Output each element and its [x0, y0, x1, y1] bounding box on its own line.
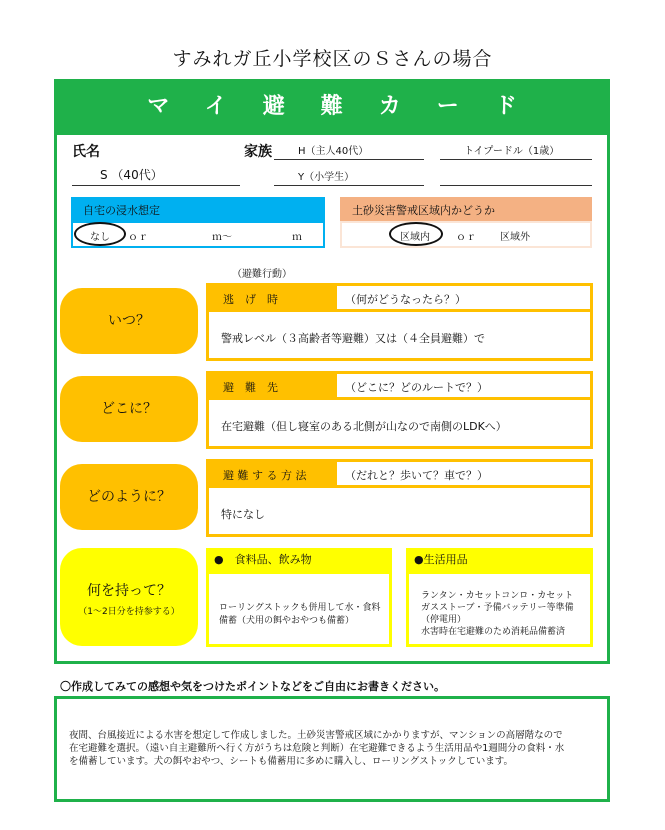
flood-none: なし: [90, 232, 110, 243]
family-member-1: H（主人40代）: [274, 140, 424, 160]
goods-line: ガスストーブ・予備バッテリー等準備: [421, 603, 574, 613]
flood-depth-from: ｍ～: [212, 232, 232, 243]
how-head-label: 避 難 す る 方 法: [209, 462, 337, 487]
family-label: 家族: [244, 144, 272, 160]
flood-risk-header: 自宅の浸水想定: [71, 197, 325, 221]
family-member-blank: [440, 166, 592, 186]
document-title: すみれガ丘小学校区のＳさんの場合: [172, 48, 493, 70]
comment-line: 在宅避難を選択。（遠い自主避難所へ行く方がうちは危険と判断）在宅避難できるよう生活用品や1週間分の食料・水: [69, 743, 565, 754]
where-head-label: 避 難 先: [209, 374, 337, 399]
landslide-or: ｏｒ: [456, 232, 476, 243]
food-body: [206, 571, 392, 647]
goods-line: ランタン・カセットコンロ・カセット: [421, 591, 574, 601]
card-banner: マイ避難カード: [54, 79, 610, 135]
where-header: [206, 371, 593, 399]
food-line: 備蓄（犬用の餌やおやつも備蓄）: [219, 616, 355, 626]
when-head-label: 逃 げ 時: [209, 286, 337, 311]
bring-pill-note: （1～2日分を持参する）: [78, 607, 180, 617]
when-header: [206, 283, 593, 311]
where-answer: 在宅避難（但し寝室のある北側が山なので南側のLDKへ）: [206, 397, 593, 449]
flood-depth-to: ｍ: [292, 232, 302, 243]
comment-prompt: 〇作成してみての感想や気をつけたポイントなどをご自由にお書きください。: [60, 680, 445, 693]
family-member-3: Y（小学生）: [274, 166, 424, 186]
where-pill: どこに？: [60, 376, 198, 442]
comment-line: 夜間、台風接近による水害を想定して作成しました。土砂災害警戒区域にかかりますが、マンションの高層階なので: [69, 730, 563, 741]
bring-pill-label: 何を持って？: [87, 583, 171, 599]
comment-line: を備蓄しています。犬の餌やおやつ、シートも備蓄用に多めに購入し、ローリングストックしています。: [69, 756, 514, 767]
bring-pill: [60, 548, 198, 646]
food-line: ローリングストックも併用して水・食料: [219, 603, 381, 613]
goods-body: [406, 571, 593, 647]
comment-box: [54, 696, 610, 802]
when-pill: いつ？: [60, 288, 198, 354]
family-member-2: トイプードル（1歳）: [440, 140, 592, 160]
how-answer: 特になし: [206, 485, 593, 537]
evac-action-label: （避難行動）: [232, 269, 292, 280]
goods-header: ●生活用品: [406, 548, 593, 572]
how-question: （だれと？歩いて？車で？）: [345, 469, 488, 482]
landslide-outside: 区域外: [500, 232, 530, 243]
how-pill: どのように？: [60, 464, 198, 530]
goods-line: （停電用）: [421, 615, 467, 625]
where-question: （どこに？どのルートで？）: [345, 381, 488, 394]
landslide-header: 土砂災害警戒区域内かどうか: [340, 197, 592, 221]
flood-or: ｏｒ: [128, 232, 148, 243]
landslide-inside: 区域内: [400, 232, 430, 243]
when-answer: 警戒レベル（３高齢者等避難）又は（４全員避難）で: [206, 309, 593, 361]
name-label: 氏名: [72, 144, 100, 160]
when-question: （何がどうなったら？）: [345, 293, 466, 306]
food-header: ● 食料品、飲み物: [206, 548, 392, 572]
how-header: [206, 459, 593, 487]
goods-line: 水害時在宅避難のため消耗品備蓄済: [421, 627, 566, 637]
name-field: S （40代）: [72, 162, 240, 186]
